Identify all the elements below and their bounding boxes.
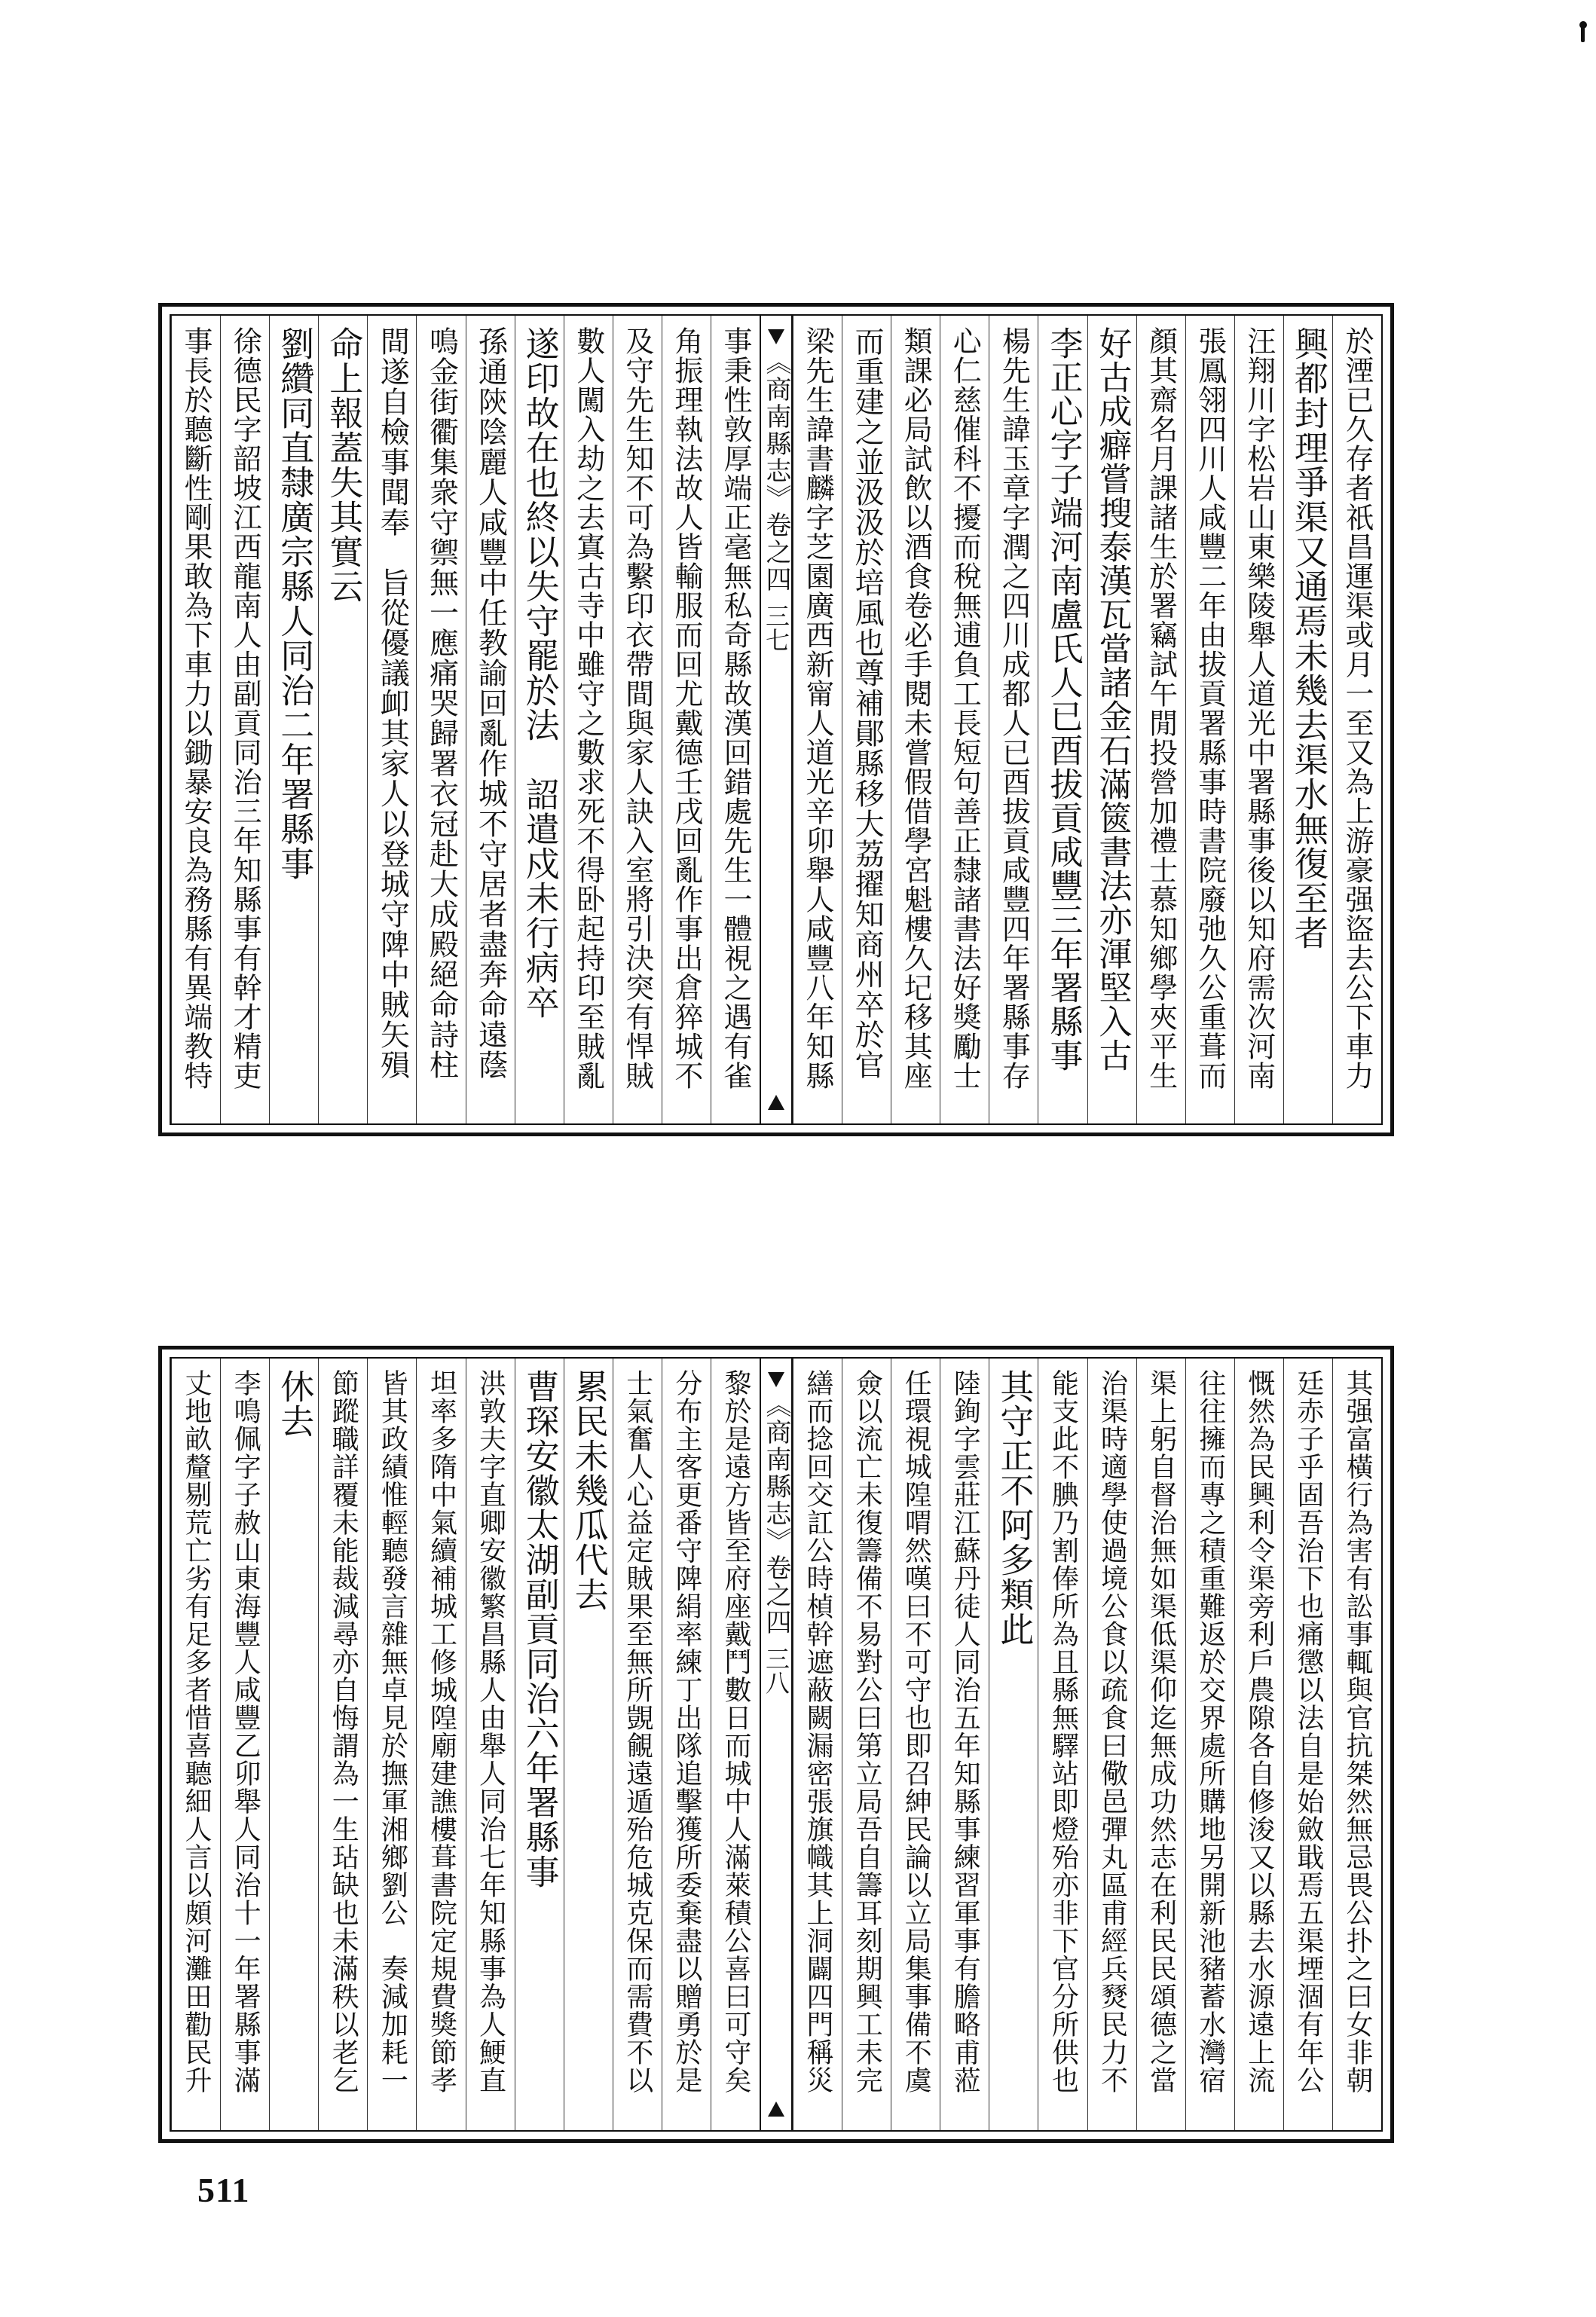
lower-centre-margin: [760, 1359, 793, 2130]
column-text: 往往擁而專之積重難返於交界處所購地另開新池豬蓄水灣宿: [1194, 1369, 1226, 2094]
text-column: [416, 316, 465, 1123]
column-text: 間遂自檢事聞奉 旨從優議卹其家人以登城守陴中賊矢殞: [375, 326, 410, 1080]
upper-right-half: [793, 316, 1381, 1123]
text-column: [1234, 1359, 1283, 2130]
column-text: 曹琛安徽太湖副貢同治六年署縣事: [519, 1369, 560, 1889]
text-column: [564, 316, 613, 1123]
column-text: 累民未幾瓜代去: [568, 1369, 609, 1612]
text-column: [662, 316, 711, 1123]
text-column: [564, 1359, 613, 2130]
text-column: [1038, 316, 1087, 1123]
column-text: 黎於是遠方皆至府座戴鬥數日而城中人滿萊積公喜曰可守矣: [720, 1369, 751, 2094]
column-text: 繕而捻回交訌公時楨幹遮蔽闕漏密張旗幟其上洞闢四門稱災: [803, 1369, 834, 2094]
text-column: [989, 1359, 1038, 2130]
text-column: [416, 1359, 465, 2130]
column-text: 能支此不腆乃割俸所為且縣無驛站即燈殆亦非下官分所供也: [1047, 1369, 1079, 2094]
column-text: 而重建之並汲汲於培風也尊補鄖縣移大荔擢知商州卒於官: [850, 326, 885, 1080]
lower-centre-folio: 三八: [762, 1646, 790, 1695]
text-column: [842, 1359, 891, 2130]
text-column: [269, 316, 318, 1123]
column-text: 慨然為民興利令渠旁利戶農隙各自修浚又以縣去水源遠上流: [1243, 1369, 1275, 2094]
text-column: [891, 316, 940, 1123]
column-text: 顏其齋名月課諸生於署竊試午閒投營加禮士慕知鄉學夾平生: [1144, 326, 1178, 1090]
lower-leaf-frame: [170, 1357, 1383, 2132]
text-column: [842, 316, 891, 1123]
upper-centre-margin: [760, 316, 793, 1123]
column-text: 士氣奮人心益定賊果至無所覬覦遠遁殆危城克保而需費不以: [622, 1369, 653, 2094]
column-text: 休去: [274, 1369, 315, 1438]
text-column: [220, 316, 269, 1123]
lower-centre-title: 《商南縣志》卷之四: [761, 1392, 791, 1636]
text-column: [1136, 1359, 1185, 2130]
column-text: 角振理執法故人皆輸服而回尤戴德壬戌回亂作事出倉猝城不: [669, 326, 703, 1090]
text-column: [1332, 316, 1381, 1123]
lower-left-half: [171, 1359, 760, 2130]
text-column: [466, 316, 515, 1123]
column-text: 坦率多隋中氣續補城工修城隍廟建譙樓葺書院定規費獎節孝: [426, 1369, 457, 2094]
column-text: 數人闖入劫之去寘古寺中雖守之數求死不得卧起持印至賊亂: [571, 326, 605, 1090]
text-column: [171, 316, 220, 1123]
column-text: 命上報蓋失其實云: [323, 326, 364, 604]
text-column: [989, 316, 1038, 1123]
text-column: [711, 316, 760, 1123]
lower-leaf: [158, 1346, 1394, 2143]
column-text: 治渠時適學使過境公食以疏食曰儆邑彈丸區甫經兵燹民力不: [1096, 1369, 1128, 2094]
fish-tail-top-icon: [768, 1372, 784, 1387]
column-text: 鳴金街衢集衆守禦無一應痛哭歸署衣冠赴大成殿絕命詩柱: [424, 326, 459, 1080]
column-text: 徐德民字韶坡江西龍南人由副貢同治三年知縣事有幹才精吏: [228, 326, 262, 1090]
column-text: 及守先生知不可為繫印衣帶間與家人訣入室將引決突有悍賊: [620, 326, 654, 1090]
text-column: [1234, 316, 1283, 1123]
text-column: [891, 1359, 940, 2130]
upper-centre-folio: 三七: [762, 604, 790, 652]
column-text: 洪敦夫字直卿安徽繁昌縣人由舉人同治七年知縣事為人鯁直: [475, 1369, 506, 2094]
text-column: [1185, 316, 1234, 1123]
text-column: [269, 1359, 318, 2130]
column-text: 汪翔川字松岩山東樂陵舉人道光中署縣事後以知府需次河南: [1242, 326, 1276, 1090]
column-text: 丈地畝釐剔荒亡劣有足多者惜喜聽細人言以頗河灘田勸民升: [181, 1369, 212, 2094]
text-column: [171, 1359, 220, 2130]
text-column: [466, 1359, 515, 2130]
text-column: [1087, 1359, 1136, 2130]
text-column: [793, 316, 842, 1123]
column-text: 孫通陝陰麗人咸豐中任教諭回亂作城不守居者盡奔命遠蔭: [473, 326, 508, 1080]
column-text: 事秉性敦厚端正毫無私奇縣故漢回錯處先生一體視之遇有雀: [718, 326, 752, 1090]
upper-leaf-frame: [170, 314, 1383, 1125]
text-column: [1332, 1359, 1381, 2130]
text-column: [1283, 1359, 1332, 2130]
column-text: 心仁慈催科不擾而稅無逋負工長短句善正隸諸書法好獎勵士: [948, 326, 982, 1090]
text-column: [1038, 1359, 1087, 2130]
page-number: 511: [197, 2171, 250, 2209]
upper-left-half: [171, 316, 760, 1123]
column-text: 任環視城隍喟然嘆曰不可守也即召紳民論以立局集事備不虞: [900, 1369, 932, 2094]
column-text: 其守正不阿多類此: [994, 1369, 1035, 1646]
text-column: [613, 1359, 662, 2130]
text-column: [318, 1359, 367, 2130]
column-text: 僉以流亡未復籌備不易對公曰第立局吾自籌耳刻期興工未完: [852, 1369, 883, 2094]
column-text: 分布主客更番守陴絹率練丁出隊追擊獲所委棄盡以贈勇於是: [671, 1369, 702, 2094]
fish-tail-top-icon: [768, 329, 784, 344]
upper-leaf: [158, 303, 1394, 1136]
text-column: [220, 1359, 269, 2130]
column-text: 李鳴佩字子赦山東海豐人咸豐乙卯舉人同治十一年署縣事滿: [230, 1369, 261, 2094]
text-column: [940, 1359, 989, 2130]
fish-tail-bottom-icon: [768, 2102, 784, 2117]
column-text: 廷赤子乎固吾治下也痛懲以法自是始斂戢焉五渠堙涸有年公: [1292, 1369, 1324, 2094]
text-column: [1185, 1359, 1234, 2130]
column-text: 事長於聽斷性剛果敢為下車力以鋤暴安良為務縣有異端教特: [179, 326, 213, 1090]
text-column: [1087, 316, 1136, 1123]
text-column: [1136, 316, 1185, 1123]
column-text: 節蹤職詳覆未能裁減尋亦自悔謂為一生玷缺也未滿秩以老乞: [328, 1369, 359, 2094]
scan-speck: [1581, 26, 1585, 42]
text-column: [318, 316, 367, 1123]
column-text: 陸銁字雲莊江蘇丹徒人同治五年知縣事練習軍事有膽略甫蒞: [949, 1369, 981, 2094]
column-text: 其强富橫行為害有訟事輒與官抗桀然無忌畏公扑之曰女非朝: [1341, 1369, 1373, 2094]
column-text: 好古成癖嘗搜泰漢瓦當諸金石滿篋書法亦渾堅入古: [1093, 326, 1132, 1072]
column-text: 楊先生諱玉章字潤之四川成都人已酉拔貢咸豐四年署縣事存: [997, 326, 1031, 1090]
column-text: 渠上躬自督治無如渠低渠仰迄無成功然志在利民民頌德之當: [1145, 1369, 1177, 2094]
upper-centre-title: 《商南縣志》卷之四: [761, 349, 791, 593]
column-text: 興都封理爭渠又通焉未幾去渠水無復至者: [1288, 326, 1328, 950]
text-column: [515, 316, 564, 1123]
text-column: [367, 1359, 416, 2130]
column-text: 劉纘同直隸廣宗縣人同治二年署縣事: [274, 326, 315, 881]
text-column: [613, 316, 662, 1123]
column-text: 遂印故在也終以失守罷於法 詔遣戍未行病卒: [519, 326, 560, 1019]
column-text: 張鳳翎四川人咸豐二年由拔貢署縣事時書院廢弛久公重葺而: [1193, 326, 1227, 1090]
text-column: [711, 1359, 760, 2130]
column-text: 類課必局試飲以酒食卷必手閱未嘗假借學宮魁樓久圮移其座: [899, 326, 933, 1090]
text-column: [1283, 316, 1332, 1123]
text-column: [515, 1359, 564, 2130]
column-text: 於湮已久存者祇昌運渠或月一至又為上游豪强盜去公下車力: [1340, 326, 1374, 1090]
fish-tail-bottom-icon: [768, 1095, 784, 1110]
text-column: [793, 1359, 842, 2130]
column-text: 李正心字子端河南盧氏人已酉拔貢咸豐三年署縣事: [1044, 326, 1083, 1072]
text-column: [940, 316, 989, 1123]
lower-right-half: [793, 1359, 1381, 2130]
text-column: [367, 316, 416, 1123]
column-text: 梁先生諱書麟字芝園廣西新甯人道光辛卯舉人咸豐八年知縣: [801, 326, 835, 1090]
column-text: 皆其政績惟輕聽發言雜無卓見於撫軍湘鄉劉公 奏減加耗一: [377, 1369, 408, 2094]
text-column: [662, 1359, 711, 2130]
